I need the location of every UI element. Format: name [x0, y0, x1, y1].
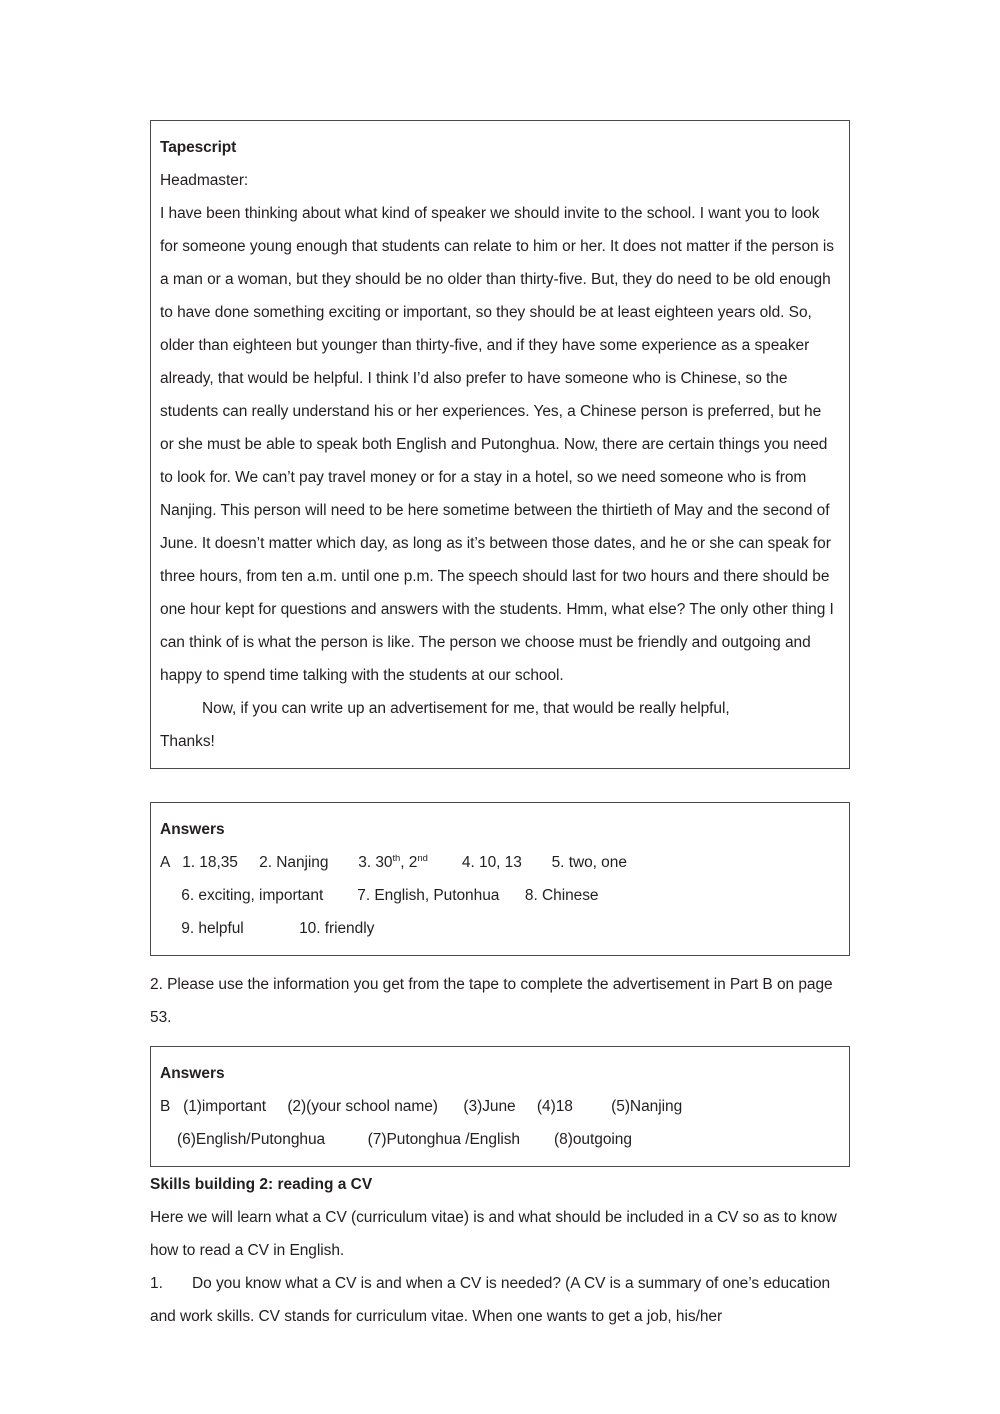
instruction-2-text: 2. Please use the information you get from the tape to complete the advertisement in Part B on page 53. — [150, 976, 833, 1026]
answers-b-items-1: (1)important (2)(your school name) (3)June (4)18 (5)Nanjing — [183, 1098, 683, 1115]
answer-item-6: 6. exciting, important — [181, 887, 324, 904]
answer-item-10: 10. friendly — [299, 920, 375, 937]
tapescript-heading: Tapescript — [160, 139, 237, 156]
answers-a-box — [150, 802, 850, 956]
answer-item-7: 7. English, Putonhua — [357, 887, 500, 904]
skills-building-intro: Here we will learn what a CV (curriculum vitae) is and what should be included in a CV so as to know how to read a CV in English. — [150, 1209, 837, 1259]
answers-a-row-1 — [160, 846, 839, 879]
answers-a-row-3 — [160, 912, 839, 945]
answer-item-5: 5. two, one — [551, 854, 627, 871]
answers-b-row-2 — [160, 1123, 839, 1156]
answers-a-letter: A — [160, 854, 170, 871]
page-content — [150, 120, 850, 1333]
answer-item-8: 8. Chinese — [524, 887, 599, 904]
ordinal-suffix-nd: nd — [417, 852, 428, 864]
answer-item-1: 1. 18,35 — [182, 854, 238, 871]
tapescript-body: I have been thinking about what kind of speaker we should invite to the school. I want you to look for someone young enough that students can relate to him or her. It does not matter if the person is a man or a woman, but they should be no older than thirty-five. But, they do need to be old enough to have done something exciting or important, so they should be at least eighteen years old. So, older than eighteen but younger than thirty-five, and if they have some experience as a speaker already, that would be helpful. I think I’d also prefer to have someone who is Chinese, so the students can really understand his or her experiences. Yes, a Chinese person is preferred, but he or she must be able to speak both English and Putonghua. Now, there are certain things you need to look for. We can’t pay travel money or for a stay in a hotel, so we need someone who is from Nanjing. This person will need to be here sometime between the thirtieth of May and the second of June. It doesn’t matter which day, as long as it’s between those dates, and he or she can speak for three hours, from ten a.m. until one p.m. The speech should last for two hours and there should be one hour kept for questions and answers with the students. Hmm, what else? The only other thing I can think of is what the person is like. The person we choose must be friendly and outgoing and happy to spend time talking with the students at our school. — [160, 205, 834, 684]
answers-a-heading: Answers — [160, 821, 225, 838]
answers-b-letter: B — [160, 1098, 171, 1115]
tapescript-box — [150, 120, 850, 769]
tapescript-signoff: Thanks! — [160, 733, 215, 750]
answers-b-heading: Answers — [160, 1065, 225, 1082]
answers-b-items-2: (6)English/Putonghua (7)Putonghua /English (8)outgoing — [177, 1131, 632, 1148]
answers-a-row-2 — [160, 879, 839, 912]
answer-item-9: 9. helpful — [181, 920, 244, 937]
item-number: 1. — [150, 1275, 163, 1292]
answer-item-4: 4. 10, 13 — [461, 854, 522, 871]
answers-b-row-1 — [160, 1090, 839, 1123]
answer-item-3: 3. 30th, 2nd — [358, 852, 428, 871]
answers-b-box — [150, 1046, 850, 1167]
skills-building-heading: Skills building 2: reading a CV — [150, 1176, 373, 1193]
tapescript-speaker-label: Headmaster: — [160, 172, 249, 189]
item-text: Do you know what a CV is and when a CV is needed? (A CV is a summary of one’s education and work skills. CV stands for curriculum vitae. When one wants to get a job, his/her — [150, 1275, 831, 1325]
tapescript-closing: Now, if you can write up an advertisement for me, that would be really helpful, — [202, 700, 730, 717]
answer-item-2: 2. Nanjing — [259, 854, 329, 871]
skills-building-item-1 — [150, 1267, 850, 1333]
ordinal-suffix-th: th — [392, 852, 401, 864]
